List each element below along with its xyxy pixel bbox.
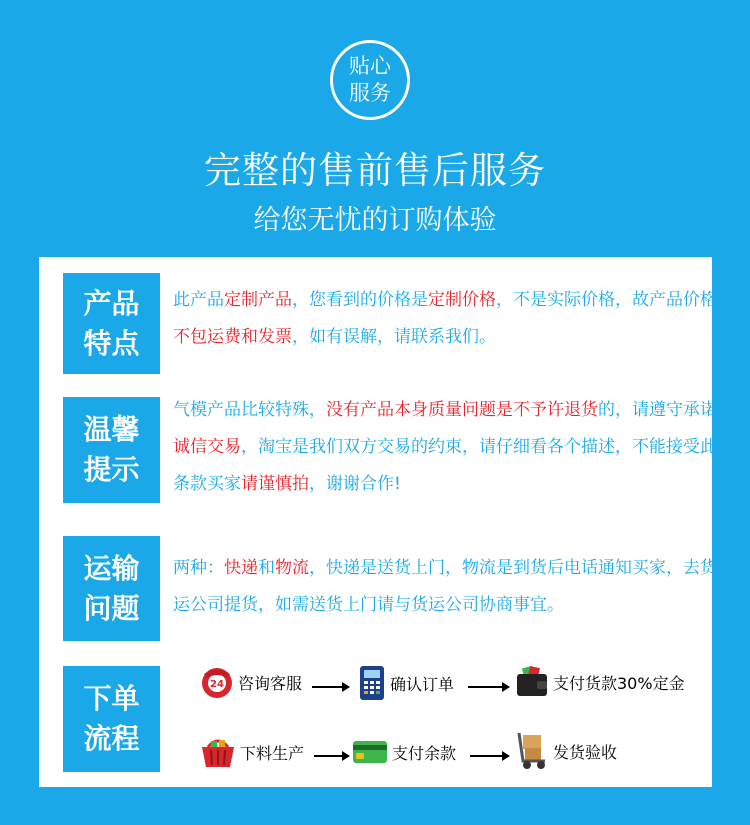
label-order-line2: 流程 <box>83 722 140 755</box>
phone-24-icon <box>200 665 234 699</box>
step-produce-label: 下料生产 <box>240 743 305 763</box>
service-badge <box>330 40 410 120</box>
body-text: 两种： <box>173 558 224 578</box>
body-text: 此产品 <box>173 290 224 310</box>
phone-badge: 24 <box>210 679 224 690</box>
body-text: ，不是实际价格，故产品价格 <box>496 290 717 310</box>
body-text: ，您看到的价格是 <box>292 290 428 310</box>
delivery-cart-icon <box>515 731 549 771</box>
body-text: ，谢谢合作! <box>309 474 401 494</box>
label-shipping <box>63 536 160 641</box>
arrow-4 <box>470 755 508 757</box>
shipping-text <box>173 550 718 624</box>
step-accept <box>515 731 617 771</box>
body-text: 气模产品比较特殊， <box>173 400 326 420</box>
shopping-basket-icon <box>200 735 236 769</box>
body-text: 和 <box>258 558 275 578</box>
bank-card-icon <box>352 737 388 767</box>
highlight-text: 请谨慎拍 <box>241 474 309 494</box>
highlight-text: 快递 <box>224 558 258 578</box>
label-product-line1: 产品 <box>83 286 140 320</box>
body-text: 的，请遵守承诺 <box>598 400 717 420</box>
step-confirm-label: 确认订单 <box>390 674 455 694</box>
label-shipping-line2: 问题 <box>83 591 140 625</box>
pos-terminal-icon <box>358 665 386 701</box>
arrow-2 <box>468 686 508 688</box>
label-product-line2: 特点 <box>83 326 140 360</box>
label-order <box>63 666 160 772</box>
label-notice <box>63 397 160 503</box>
arrow-1 <box>312 686 348 688</box>
body-text: ，快递是送货上门，物流是到货后电话通知买家，去货运公司提货，如需送货上门请与货运公司协商事宜。 <box>173 558 717 615</box>
product-text <box>173 282 718 356</box>
notice-text <box>173 392 718 503</box>
body-text: ，淘宝是我们双方交易的约束，请仔细看各个描述，不能接受此条款买家 <box>173 437 717 494</box>
step-balance-label: 支付余款 <box>392 743 457 763</box>
highlight-text: 诚信交易 <box>173 437 241 457</box>
highlight-text: 定制产品 <box>224 290 292 310</box>
step-consult-label: 咨询客服 <box>238 673 303 693</box>
highlight-text: 定制价格 <box>428 290 496 310</box>
label-order-line1: 下单 <box>83 682 140 715</box>
highlight-text: 不包运费和发票 <box>173 327 292 347</box>
page-title: 完整的售前售后服务 <box>204 149 546 192</box>
page-subtitle: 给您无忧的订购体验 <box>253 205 497 236</box>
highlight-text: 没有产品本身质量问题是不予许退货 <box>326 400 598 420</box>
label-notice-line2: 提示 <box>83 453 140 486</box>
step-confirm <box>358 665 454 701</box>
badge-line1: 贴心 <box>349 54 391 78</box>
step-deposit-label: 支付货款30%定金 <box>553 673 685 693</box>
label-shipping-line1: 运输 <box>83 551 140 585</box>
badge-line2: 服务 <box>349 81 391 105</box>
step-balance <box>352 737 456 767</box>
body-text: ，如有误解，请联系我们。 <box>292 327 496 347</box>
step-consult <box>200 665 302 699</box>
arrow-3 <box>314 755 348 757</box>
step-deposit <box>515 665 685 699</box>
step-accept-label: 发货验收 <box>553 742 618 762</box>
label-product <box>63 273 160 374</box>
step-produce <box>200 735 304 769</box>
wallet-icon <box>515 665 549 699</box>
label-notice-line1: 温馨 <box>83 413 140 446</box>
highlight-text: 物流 <box>275 558 309 578</box>
